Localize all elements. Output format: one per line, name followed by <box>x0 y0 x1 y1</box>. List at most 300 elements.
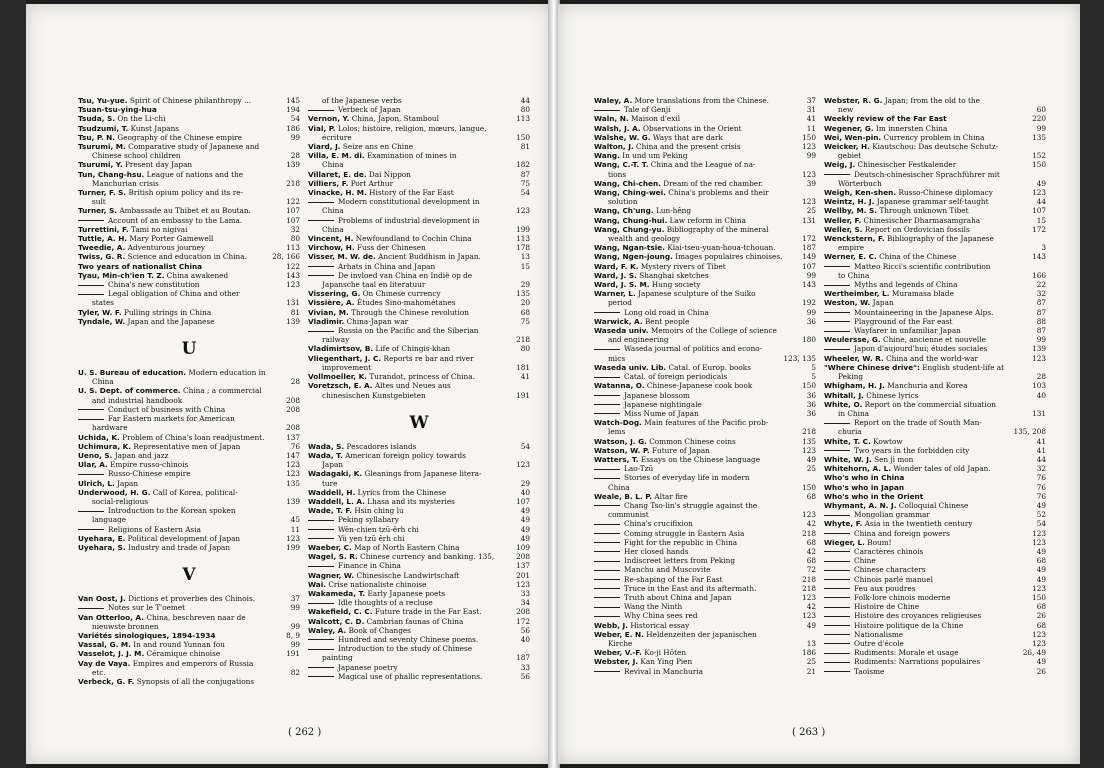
entry-title: Images populaires chinoises. <box>675 252 783 262</box>
entry-title: Kirche <box>608 638 633 648</box>
index-entry <box>594 593 816 602</box>
page-reference: 99 <box>290 640 300 650</box>
entry-author: Visser, M. W. de. <box>308 252 376 262</box>
entry-author: Ueno, S. <box>78 450 113 460</box>
entry-title: Bibliography of the mineral <box>666 224 769 234</box>
index-entry <box>824 354 1046 363</box>
index-entry <box>308 543 530 552</box>
entry-author: Vial, P. <box>308 123 336 133</box>
entry-author: Tsu, P. N. <box>78 132 116 142</box>
entry-title: Religions of Eastern Asia <box>108 524 201 534</box>
index-entry <box>594 602 816 611</box>
index-entry <box>308 234 530 243</box>
page-reference: 15 <box>1036 215 1046 225</box>
page-reference: 145 <box>286 96 300 105</box>
index-entry <box>78 133 300 142</box>
index-entry <box>594 483 816 492</box>
ditto-dash <box>824 597 850 598</box>
entry-author: Vinacke, H. M. <box>308 188 367 198</box>
entry-author: Walsh, J. A. <box>594 123 641 133</box>
index-entry <box>78 433 300 442</box>
page-reference: 109 <box>516 542 530 552</box>
index-entry <box>308 335 530 344</box>
ditto-dash <box>824 616 850 617</box>
entry-author: Vernon, Y. <box>308 114 350 124</box>
index-entry <box>308 317 530 326</box>
entry-author: Van Otterloo, A. <box>78 612 145 622</box>
ditto-dash <box>78 608 104 609</box>
entry-title: Notes sur le T'oemet <box>108 603 186 613</box>
index-entry <box>308 497 530 506</box>
entry-author: Uchida, K. <box>78 432 120 442</box>
index-entry <box>824 289 1046 298</box>
index-entry <box>78 442 300 451</box>
entry-title: Chinese currency and banking. 135, <box>360 552 495 562</box>
entry-title: Truth about China and Japan <box>624 592 732 602</box>
page-reference: 103 <box>1032 381 1046 391</box>
entry-title: hardware <box>92 423 128 433</box>
index-entry <box>78 271 300 280</box>
page-reference: 123 <box>802 611 816 621</box>
page-reference: 208 <box>286 395 300 405</box>
page-reference: 107 <box>516 496 530 506</box>
entry-title: Conduct of business with China <box>108 404 226 414</box>
index-entry <box>78 243 300 252</box>
entry-author: Wadagaki, K. <box>308 469 363 479</box>
ditto-dash <box>824 533 850 534</box>
index-entry <box>308 571 530 580</box>
entry-title: railway <box>322 335 350 345</box>
index-entry <box>594 510 816 519</box>
entry-author: Weber, V.-F. <box>594 648 642 658</box>
entry-title: Mary Porter Gamewell <box>129 234 214 244</box>
entry-title: Russo-Chinese diplomacy <box>898 188 993 198</box>
index-entry <box>78 543 300 552</box>
entry-title: Japan and jazz <box>114 450 169 460</box>
page-reference: 123 <box>1032 188 1046 198</box>
entry-title: in China <box>838 408 870 418</box>
entry-author: Werner, E. C. <box>824 252 877 262</box>
entry-author: Who's who in Japan <box>824 482 905 492</box>
entry-author: Weale, B. L. P. <box>594 491 653 501</box>
index-entry <box>824 335 1046 344</box>
entry-title: Life of Chingis-khan <box>375 344 451 354</box>
entry-author: Watson, W. P. <box>594 445 650 455</box>
index-entry <box>824 234 1046 243</box>
index-entry <box>78 386 300 395</box>
page-reference: 54 <box>520 188 530 198</box>
entry-title: Report on the commercial situation <box>864 399 996 409</box>
index-entry <box>308 151 530 160</box>
index-entry <box>308 105 530 114</box>
page-reference: 68 <box>806 556 816 566</box>
entry-author: Wade, T. F. <box>308 506 353 516</box>
index-entry <box>594 179 816 188</box>
entry-title: Mountaineering in the Japanese Alps. <box>854 307 994 317</box>
index-entry <box>78 677 300 686</box>
entry-title: Bent people <box>644 316 690 326</box>
entry-title: China and foreign powers <box>854 528 950 538</box>
entry-title: Hung society <box>651 280 701 290</box>
page-reference: 137 <box>286 432 300 442</box>
ditto-dash <box>594 110 620 111</box>
entry-title: Spirit of Chinese philanthropy ... <box>129 96 252 105</box>
index-entry <box>594 317 816 326</box>
index-entry <box>824 124 1046 133</box>
entry-title: Dictions et proverbes des Chinois. <box>128 594 256 604</box>
entry-author: Wheeler, W. R. <box>824 353 884 363</box>
page-reference: 218 <box>802 574 816 584</box>
index-entry <box>78 368 300 377</box>
entry-author: Ward, J. S. <box>594 270 637 280</box>
page-reference: 218 <box>516 335 530 345</box>
page-reference: 107 <box>802 261 816 271</box>
page-reference: 26, 49 <box>1022 648 1046 658</box>
entry-author: Tuttle, A. H. <box>78 234 128 244</box>
index-entry <box>824 170 1046 179</box>
entry-author: Whigham, H. J. <box>824 381 885 391</box>
index-entry <box>78 603 300 612</box>
page-reference: 135 <box>1032 132 1046 142</box>
index-entry <box>594 639 816 648</box>
entry-title: Chine, ancienne et nouvelle <box>883 335 986 345</box>
page-reference: 54 <box>1036 519 1046 529</box>
entry-author: Wang, Ngen-joung. <box>594 252 673 262</box>
entry-title: Port Arthur <box>350 178 394 188</box>
ditto-dash <box>594 404 620 405</box>
entry-title: communist <box>608 510 649 520</box>
entry-title: Idle thoughts of a recluse <box>338 598 433 608</box>
entry-title: écriture <box>322 132 352 142</box>
entry-title: nieuwste bronnen <box>92 621 159 631</box>
entry-author: Watson, J. G. <box>594 436 647 446</box>
ditto-dash <box>308 566 334 567</box>
index-entry <box>78 170 300 179</box>
index-entry <box>824 519 1046 528</box>
page-reference: 123 <box>802 445 816 455</box>
entry-author: Wang, Chung-hui. <box>594 215 668 225</box>
entry-title: Long old road in China <box>624 307 709 317</box>
index-entry <box>308 589 530 598</box>
page-reference: 139 <box>286 316 300 326</box>
page-reference: 49 <box>1036 657 1046 667</box>
index-entry <box>308 252 530 261</box>
entry-title: mics <box>608 353 626 363</box>
entry-author: Whymant, A. N. J. <box>824 500 897 510</box>
page-reference: 172 <box>516 616 530 626</box>
entry-title: Hundred and seventy Chinese poems. <box>338 634 479 644</box>
index-entry <box>308 635 530 644</box>
entry-title: Far Eastern markets for American <box>108 414 235 424</box>
index-entry <box>594 556 816 565</box>
page-reference: 99 <box>1036 335 1046 345</box>
entry-title: Myths and legends of China <box>854 280 958 290</box>
index-entry <box>78 317 300 326</box>
index-entry <box>594 197 816 206</box>
entry-author: Weekly review of the Far East <box>824 114 947 124</box>
entry-title: Im innersten China <box>875 123 948 133</box>
entry-author: Whitall, J. <box>824 390 864 400</box>
entry-author: Whitehorn, A. L. <box>824 464 892 474</box>
entry-title: China <box>322 206 344 216</box>
entry-author: Variétés sinologiques, 1894-1934 <box>78 630 216 640</box>
index-entry <box>824 142 1046 151</box>
entry-author: Underwood, H. G. <box>78 487 151 497</box>
entry-title: Legal obligation of China and other <box>108 289 240 299</box>
entry-title: Report on the trade of South Man- <box>854 418 982 428</box>
entry-title: painting <box>322 653 353 663</box>
page-reference: 150 <box>1032 160 1046 170</box>
entry-title: Mongolian grammar <box>854 510 930 520</box>
entry-title: Histoire de Chine <box>854 602 920 612</box>
entry-title: Tale of Genji <box>624 105 671 115</box>
ditto-dash <box>308 220 334 221</box>
page-reference: 76 <box>290 441 300 451</box>
entry-title: Political development of Japan <box>127 533 241 543</box>
entry-author: Virchow, H. <box>308 243 355 253</box>
page-reference: 123 <box>1032 583 1046 593</box>
section-letter: W <box>409 412 429 433</box>
entry-title: lems <box>608 427 626 437</box>
index-entry <box>594 225 816 234</box>
index-entry <box>308 298 530 307</box>
entry-author: "Where Chinese drive": <box>824 362 920 372</box>
index-entry <box>78 414 300 423</box>
index-entry <box>594 262 816 271</box>
page-reference: 45 <box>290 515 300 525</box>
ditto-dash <box>824 312 850 313</box>
entry-author: Walcott, C. D. <box>308 616 365 626</box>
index-entry <box>78 188 300 197</box>
entry-title: China and the League of na- <box>650 160 756 170</box>
entry-title: Rudiments: Morale et usage <box>854 648 959 658</box>
index-entry <box>594 151 816 160</box>
entry-title: Peking <box>838 372 864 382</box>
entry-title: Dream of the red chamber. <box>663 178 764 188</box>
page-reference: 99 <box>290 621 300 631</box>
page-reference: 26 <box>1036 611 1046 621</box>
index-entry <box>824 501 1046 510</box>
index-entry <box>594 142 816 151</box>
ditto-dash <box>824 625 850 626</box>
entry-title: In und um Peking <box>622 151 688 161</box>
ditto-dash <box>824 653 850 654</box>
index-entry <box>594 216 816 225</box>
entry-author: Watch-Dog. <box>594 418 642 428</box>
page-reference: 28, 166 <box>272 252 300 262</box>
index-entry <box>594 391 816 400</box>
index-entry <box>78 377 300 386</box>
entry-title: Kunst Japans <box>130 123 180 133</box>
index-entry <box>308 617 530 626</box>
page-reference: 123 <box>802 142 816 152</box>
entry-author: Turner, F. S. <box>78 188 127 198</box>
entry-author: White, T. C. <box>824 436 871 446</box>
ditto-dash <box>594 505 620 506</box>
ditto-dash <box>824 174 850 175</box>
page-reference: 87 <box>1036 326 1046 336</box>
index-entry <box>308 460 530 469</box>
index-entry <box>594 133 816 142</box>
page-reference: 99 <box>290 603 300 613</box>
index-entry <box>594 611 816 620</box>
ditto-dash <box>594 561 620 562</box>
index-entry <box>308 216 530 225</box>
index-entry <box>594 280 816 289</box>
entry-author: Viard, J. <box>308 142 341 152</box>
index-entry <box>78 622 300 631</box>
page-reference: 25 <box>806 206 816 216</box>
entry-title: Kiai-tseu-yuan-houa-tchouan. <box>667 243 776 253</box>
page-reference: 76 <box>1036 491 1046 501</box>
index-entry <box>78 469 300 478</box>
page-reference: 21 <box>806 666 816 676</box>
entry-title: China ; a commercial <box>183 386 262 396</box>
ditto-dash <box>824 588 850 589</box>
entry-author: Villa, E. M. di. <box>308 151 365 161</box>
entry-title: Synopsis of all the conjugations <box>136 676 255 686</box>
index-entry <box>824 446 1046 455</box>
page-reference: 56 <box>520 625 530 635</box>
entry-title: China <box>92 377 114 387</box>
page-reference: 99 <box>806 151 816 161</box>
entry-title: Chine <box>854 556 876 566</box>
page-reference: 123 <box>286 460 300 470</box>
entry-title: Comparative study of Japanese and <box>128 142 260 152</box>
entry-author: U. S. Bureau of education. <box>78 368 187 378</box>
page-reference: 68 <box>806 491 816 501</box>
index-entry <box>594 354 816 363</box>
index-entry <box>824 96 1046 105</box>
entry-title: Fight for the republic in China <box>624 537 738 547</box>
entry-title: Lun-hêng <box>655 206 692 216</box>
entry-author: Vay de Vaya. <box>78 658 131 668</box>
entry-author: Wenckstern, F. <box>824 234 885 244</box>
entry-title: Fuss der Chinesen <box>356 243 426 253</box>
page-reference: 123 <box>802 592 816 602</box>
page-reference: 26 <box>1036 666 1046 676</box>
index-entry <box>824 243 1046 252</box>
entry-title: Chang Tso-lin's struggle against the <box>624 500 758 510</box>
index-entry <box>824 262 1046 271</box>
entry-author: Waddell, H. <box>308 487 356 497</box>
index-entry <box>308 170 530 179</box>
entry-author: Webster, R. G. <box>824 96 883 105</box>
index-entry <box>78 515 300 524</box>
index-entry <box>594 206 816 215</box>
page-reference: 82 <box>290 667 300 677</box>
index-entry <box>824 611 1046 620</box>
index-entry <box>308 469 530 478</box>
entry-title: sult <box>92 197 106 207</box>
entry-title: Problem of China's loan readjustment. <box>122 432 265 442</box>
ditto-dash <box>594 607 620 608</box>
page-reference: 31 <box>806 105 816 115</box>
entry-title: gebiet <box>838 151 862 161</box>
entry-title: In and round Yunnan fou <box>133 640 225 650</box>
index-entry <box>824 593 1046 602</box>
index-entry <box>594 657 816 666</box>
index-entry <box>594 114 816 123</box>
index-entry <box>308 607 530 616</box>
index-entry <box>78 506 300 515</box>
entry-title: Empire russo-chinois <box>110 460 189 470</box>
index-entry <box>78 594 300 603</box>
index-entry <box>308 672 530 681</box>
page-reference: 172 <box>802 234 816 244</box>
page-reference: 152 <box>1032 151 1046 161</box>
page-reference: 44 <box>520 96 530 105</box>
page-reference: 208 <box>516 607 530 617</box>
index-entry <box>78 488 300 497</box>
index-entry <box>78 197 300 206</box>
page-reference: 123 <box>1032 528 1046 538</box>
index-entry <box>78 252 300 261</box>
page-reference: 42 <box>806 546 816 556</box>
index-entry <box>308 133 530 142</box>
entry-title: Chinois parlé manuel <box>854 574 933 584</box>
index-entry <box>78 114 300 123</box>
ditto-dash <box>78 409 104 410</box>
index-entry <box>824 529 1046 538</box>
page-reference: 123 <box>516 460 530 470</box>
index-entry <box>78 396 300 405</box>
entry-author: Wada, S. <box>308 441 345 451</box>
ditto-dash <box>824 570 850 571</box>
entry-title: Japanese grammar self-taught <box>876 197 989 207</box>
page-reference: 5 <box>811 372 816 382</box>
entry-title: Mystery rivers of Tibet <box>640 261 726 271</box>
entry-title: More translations from the Chinese. <box>634 96 769 105</box>
index-entry <box>308 280 530 289</box>
index-entry <box>594 501 816 510</box>
index-entry <box>594 455 816 464</box>
page-reference: 191 <box>516 390 530 400</box>
index-entry <box>308 326 530 335</box>
page-reference: 32 <box>1036 464 1046 474</box>
index-entry <box>824 667 1046 676</box>
page-reference: 135 <box>802 436 816 446</box>
left-page-column-1 <box>78 96 300 686</box>
ditto-dash <box>594 588 620 589</box>
index-entry <box>78 649 300 658</box>
entry-title: Pescadores islands <box>346 441 417 451</box>
page-reference: 123 <box>802 510 816 520</box>
entry-title: China's crucifixion <box>624 519 693 529</box>
section-letter: U <box>181 339 197 360</box>
page-reference: 123 <box>516 206 530 216</box>
entry-title: Future trade in the Far East. <box>374 607 482 617</box>
entry-title: Deutsch-chinesischer Sprachführer mit <box>854 169 1000 179</box>
entry-title: Truce in the East and its aftermath. <box>624 583 757 593</box>
entry-author: U. S. Dept. of commerce. <box>78 386 181 396</box>
entry-title: Map of North Eastern China <box>354 542 460 552</box>
index-entry <box>78 142 300 151</box>
index-entry <box>594 271 816 280</box>
page-reference: 220 <box>1032 114 1046 124</box>
ditto-dash <box>78 529 104 530</box>
index-entry <box>308 188 530 197</box>
entry-title: Heldenzeiten der japanischen <box>646 629 757 639</box>
page-reference: 68 <box>1036 556 1046 566</box>
index-entry <box>78 668 300 677</box>
ditto-dash <box>308 649 334 650</box>
entry-author: Twiss, G. R. <box>78 252 126 262</box>
page-reference: 186 <box>286 123 300 133</box>
entry-title: Cambrian faunas of China <box>366 616 464 626</box>
index-entry <box>594 124 816 133</box>
entry-author: Vincent, H. <box>308 234 354 244</box>
